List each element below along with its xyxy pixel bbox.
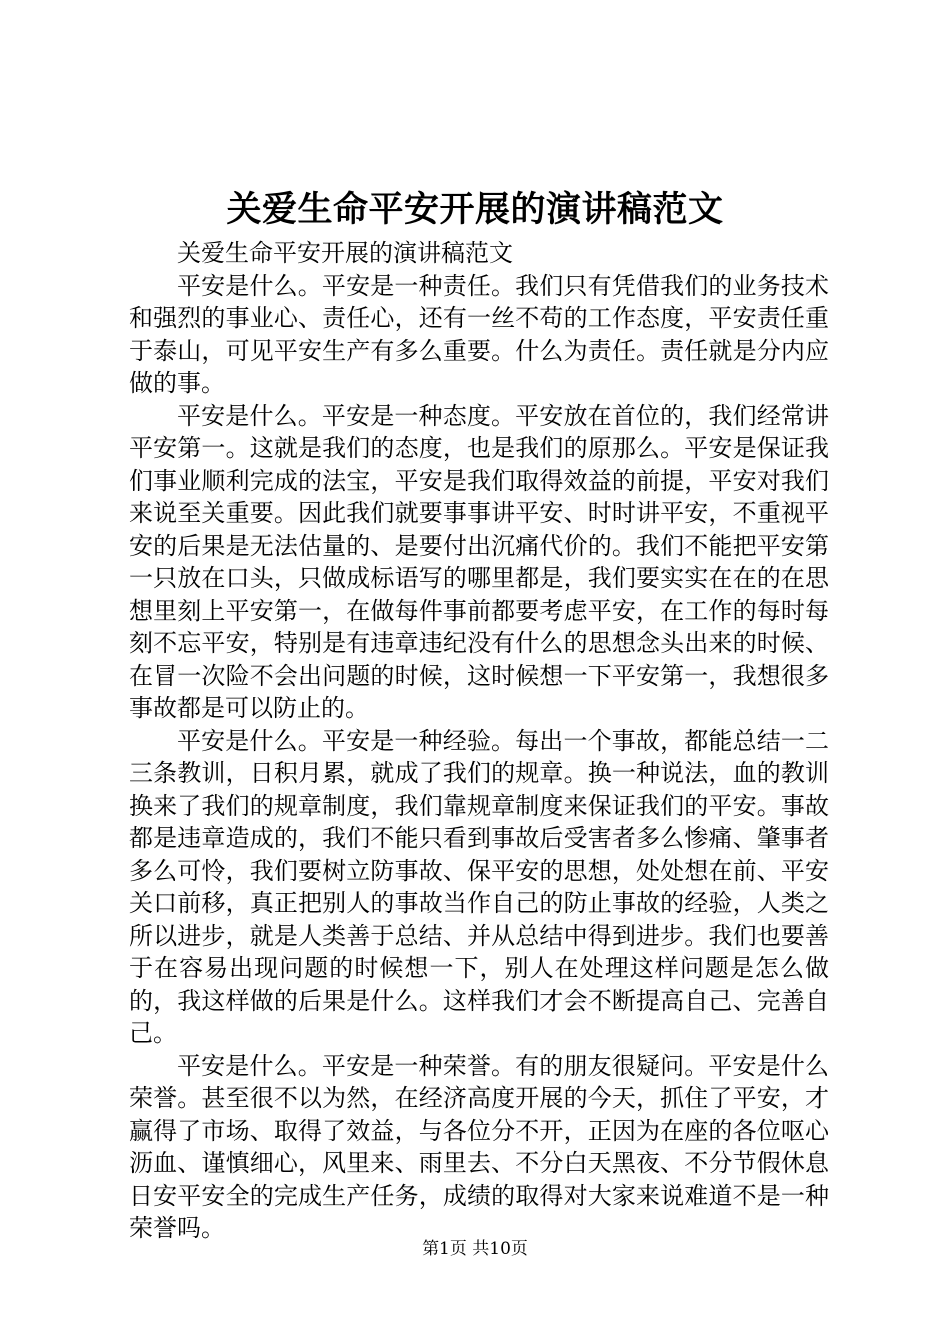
document-title: 关爱生命平安开展的演讲稿范文 [226,189,724,230]
body-paragraph: 平安是什么。平安是一种荣誉。有的朋友很疑问。平安是什么荣誉。甚至很不以为然，在经济高度开展的今天，抓住了平安，才赢得了市场、取得了效益，与各位分不开，正因为在座的各位呕心沥血、谨慎细心，风里来、雨里去、不分白天黑夜、不分节假休息日安平安全的完成生产任务，成绩的取得对大家来说难道不是一种荣誉吗。 [129,1051,829,1242]
body-paragraph: 平安是什么。平安是一种责任。我们只有凭借我们的业务技术和强烈的事业心、责任心，还有一丝不苟的工作态度，平安责任重于泰山，可见平安生产有多么重要。什么为责任。责任就是分内应做的事。 [129,271,829,397]
document-body [129,237,829,1245]
body-paragraph: 平安是什么。平安是一种经验。每出一个事故，都能总结一二三条教训，日积月累，就成了我们的规章。换一种说法，血的教训换来了我们的规章制度，我们靠规章制度来保证我们的平安。事故都是违章造成的，我们不能只看到事故后受害者多么惨痛、肇事者多么可怜，我们要树立防事故、保平安的思想，处处想在前、平安关口前移，真正把别人的事故当作自己的防止事故的经验，人类之所以进步，就是人类善于总结、并从总结中得到进步。我们也要善于在容易出现问题的时候想一下，别人在处理这样问题是怎么做的，我这样做的后果是什么。这样我们才会不断提高自己、完善自己。 [129,726,829,1047]
page-number-footer: 第1页 共10页 [422,1239,528,1259]
body-paragraph: 关爱生命平安开展的演讲稿范文 [177,239,513,267]
body-paragraph: 平安是什么。平安是一种态度。平安放在首位的，我们经常讲平安第一。这就是我们的态度，也是我们的原那么。平安是保证我们事业顺利完成的法宝，平安是我们取得效益的前提，平安对我们来说至关重要。因此我们就要事事讲平安、时时讲平安，不重视平安的后果是无法估量的、是要付出沉痛代价的。我们不能把平安第一只放在口头，只做成标语写的哪里都是，我们要实实在在的在思想里刻上平安第一，在做每件事前都要考虑平安，在工作的每时每刻不忘平安，特别是有违章违纪没有什么的思想念头出来的时候、在冒一次险不会出问题的时候，这时候想一下平安第一，我想很多事故都是可以防止的。 [129,401,829,722]
